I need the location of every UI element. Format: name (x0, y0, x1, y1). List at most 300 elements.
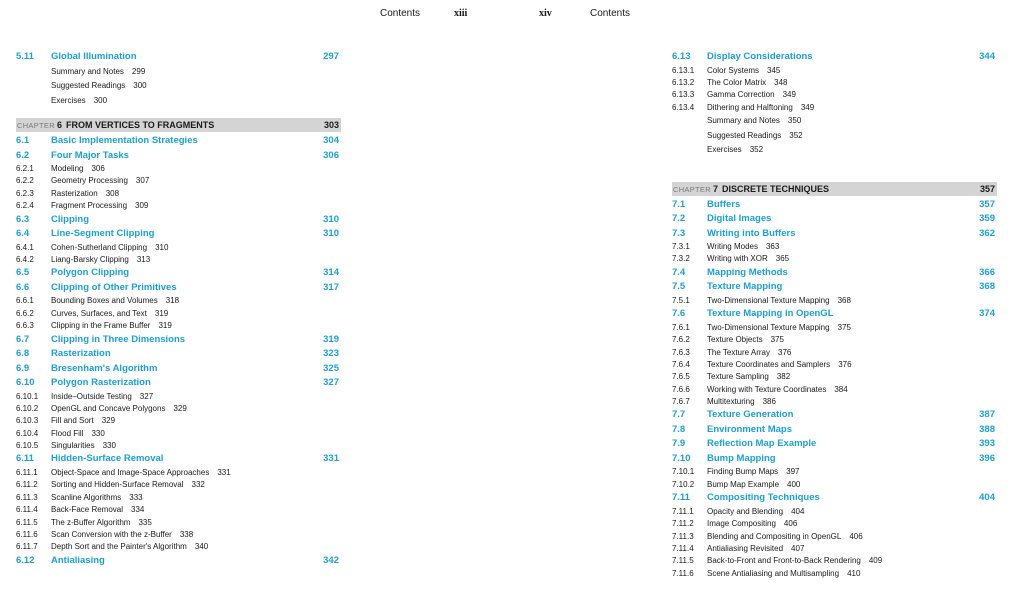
toc-section-entry[interactable] (672, 212, 997, 227)
subsection-title: Scanline Algorithms (51, 492, 122, 502)
subsection-number: 6.11.6 (16, 529, 38, 539)
section-page-number: 306 (323, 149, 339, 161)
backmatter-title: Exercises (51, 95, 86, 105)
backmatter-page-number: 299 (131, 66, 146, 76)
subsection-text (707, 65, 780, 77)
backmatter-title: Summary and Notes (51, 66, 124, 76)
subsection-text (707, 479, 800, 491)
subsection-title: Bump Map Example (707, 479, 780, 489)
section-page-number: 344 (979, 51, 995, 62)
section-title: Polygon Rasterization (51, 377, 151, 389)
subsection-title: Modeling (51, 164, 84, 173)
section-page-number: 359 (979, 213, 995, 225)
toc-subsection-entry[interactable] (16, 242, 341, 254)
section-number: 7.11 (672, 492, 690, 504)
subsection-page-number: 338 (179, 529, 194, 539)
subsection-number: 6.11.5 (16, 517, 38, 527)
subsection-title: Bounding Boxes and Volumes (51, 296, 158, 306)
section-number: 6.2 (16, 149, 30, 161)
subsection-number: 7.6.2 (672, 335, 690, 345)
section-number: 6.3 (16, 213, 30, 225)
subsection-title: Texture Objects (707, 335, 763, 345)
toc-subsection-entry[interactable] (16, 254, 341, 266)
toc-subsection-entry[interactable] (16, 391, 341, 403)
subsection-text (51, 320, 172, 332)
toc-subsection-entry[interactable] (16, 440, 341, 452)
section-number: 7.9 (672, 438, 686, 450)
toc-section-entry[interactable] (16, 452, 341, 467)
toc-backmatter-entry[interactable] (672, 129, 997, 144)
backmatter-text (51, 65, 145, 80)
toc-subsection-entry[interactable] (672, 65, 997, 77)
subsection-number: 7.10.1 (672, 467, 695, 477)
subsection-title: Working with Texture Coordinates (707, 384, 827, 394)
subsection-page-number: 376 (838, 359, 852, 369)
subsection-title: Sorting and Hidden-Surface Removal (51, 480, 184, 490)
toc-subsection-entry[interactable] (16, 188, 341, 200)
section-page-number: 327 (323, 377, 339, 389)
subsection-title: Opacity and Blending (707, 506, 784, 516)
subsection-text (51, 308, 168, 320)
subsection-text (707, 322, 851, 334)
section-title: Polygon Clipping (51, 267, 130, 279)
subsection-number: 7.11.3 (672, 531, 694, 541)
subsection-page-number: 329 (173, 403, 187, 413)
toc-section-entry[interactable] (16, 554, 341, 569)
subsection-title: Back-to-Front and Front-to-Back Rendering (707, 556, 861, 566)
toc-section-entry[interactable] (672, 227, 997, 242)
toc-section-entry[interactable] (16, 50, 341, 65)
subsection-title: Depth Sort and the Painter's Algorithm (51, 542, 187, 552)
subsection-page-number: 331 (217, 467, 231, 477)
subsection-text (51, 175, 149, 187)
subsection-text (51, 254, 150, 266)
section-number: 6.5 (16, 267, 30, 279)
subsection-page-number: 330 (102, 441, 116, 451)
section-page-number: 357 (979, 198, 995, 210)
section-page-number: 404 (979, 492, 995, 504)
subsection-number: 6.10.4 (16, 428, 39, 438)
subsection-text (51, 163, 105, 175)
subsection-text (707, 371, 790, 383)
subsection-page-number: 313 (136, 254, 151, 264)
section-page-number: 374 (979, 308, 995, 320)
toc-subsection-entry[interactable] (672, 555, 997, 567)
toc-section-entry[interactable] (672, 423, 997, 438)
toc-subsection-entry[interactable] (16, 308, 341, 320)
subsection-number: 7.10.2 (672, 479, 695, 489)
subsection-title: The Color Matrix (707, 77, 767, 87)
subsection-text (707, 102, 814, 114)
section-title: Basic Implementation Strategies (51, 135, 198, 146)
toc-subsection-entry[interactable] (16, 529, 341, 541)
subsection-number: 6.10.2 (16, 403, 39, 413)
subsection-title: Flood Fill (51, 428, 84, 438)
toc-subsection-entry[interactable] (672, 347, 997, 359)
header-left-title: Contents (380, 8, 421, 19)
toc-subsection-entry[interactable] (16, 541, 341, 553)
subsection-page-number: 319 (154, 308, 169, 318)
subsection-title: Two-Dimensional Texture Mapping (707, 322, 830, 332)
toc-section-entry[interactable] (672, 266, 997, 281)
toc-subsection-entry[interactable] (16, 428, 341, 440)
toc-subsection-entry[interactable] (16, 467, 341, 479)
chapter-label: CHAPTER (17, 121, 55, 130)
section-page-number: 310 (323, 228, 339, 240)
section-title: Bresenham's Algorithm (51, 362, 158, 374)
toc-subsection-entry[interactable] (16, 295, 341, 307)
subsection-text (51, 391, 153, 403)
subsection-title: Singularities (51, 441, 95, 451)
subsection-page-number: 349 (782, 90, 796, 100)
section-number: 7.1 (672, 198, 686, 210)
subsection-number: 6.13.1 (672, 65, 695, 75)
section-title: Four Major Tasks (51, 149, 129, 161)
toc-backmatter-entry[interactable] (672, 114, 997, 129)
subsection-title: Cohen-Sutherland Clipping (51, 242, 148, 252)
subsection-title: Back-Face Removal (51, 505, 124, 515)
subsection-text (51, 467, 231, 479)
subsection-number: 6.2.3 (16, 188, 34, 198)
subsection-page-number: 333 (129, 492, 143, 502)
section-page-number: 342 (323, 554, 339, 566)
subsection-number: 7.6.3 (672, 347, 690, 357)
subsection-number: 6.6.1 (16, 296, 34, 306)
section-page-number: 366 (979, 266, 995, 278)
toc-subsection-entry[interactable] (672, 518, 997, 530)
toc-subsection-entry[interactable] (672, 359, 997, 371)
subsection-number: 7.6.6 (672, 384, 690, 394)
subsection-title: Curves, Surfaces, and Text (51, 308, 147, 318)
subsection-page-number: 404 (791, 506, 805, 516)
subsection-page-number: 306 (91, 164, 105, 173)
section-title: Antialiasing (51, 554, 105, 566)
section-title: Hidden-Surface Removal (51, 453, 164, 465)
subsection-text (51, 517, 152, 529)
section-title: Texture Mapping in OpenGL (707, 308, 834, 320)
backmatter-text (51, 79, 147, 94)
subsection-number: 7.6.5 (672, 372, 690, 382)
backmatter-text (707, 114, 801, 129)
subsection-number: 6.4.2 (16, 254, 34, 264)
section-page-number: 396 (979, 452, 995, 464)
section-number: 6.1 (16, 135, 30, 146)
subsection-page-number: 329 (101, 416, 116, 426)
section-number: 6.12 (16, 554, 35, 566)
section-title: Writing into Buffers (707, 227, 796, 239)
section-number: 6.13 (672, 51, 691, 62)
chapter-number: 7 (712, 183, 718, 194)
subsection-text (707, 334, 784, 346)
subsection-text (707, 396, 776, 408)
subsection-page-number: 363 (765, 242, 780, 252)
toc-subsection-entry[interactable] (16, 403, 341, 415)
subsection-number: 7.6.4 (672, 359, 690, 369)
backmatter-page-number: 352 (789, 130, 803, 140)
subsection-title: Image Compositing (707, 519, 776, 529)
subsection-title: Texture Coordinates and Samplers (707, 359, 831, 369)
subsection-text (707, 555, 882, 567)
subsection-title: Scan Conversion with the z-Buffer (51, 529, 172, 539)
subsection-page-number: 365 (775, 254, 790, 264)
subsection-text (707, 295, 851, 307)
subsection-text (707, 384, 848, 396)
toc-subsection-entry[interactable] (672, 384, 997, 396)
toc-backmatter-entry[interactable] (16, 94, 341, 109)
section-page-number: 331 (323, 453, 339, 465)
toc-subsection-entry[interactable] (16, 320, 341, 332)
subsection-text (707, 466, 800, 478)
subsection-number: 6.2.1 (16, 164, 34, 173)
subsection-number: 7.5.1 (672, 295, 690, 305)
toc-subsection-entry[interactable] (672, 334, 997, 346)
subsection-number: 6.10.5 (16, 441, 39, 451)
subsection-title: OpenGL and Concave Polygons (51, 403, 166, 413)
toc-subsection-entry[interactable] (672, 479, 997, 491)
subsection-number: 6.10.1 (16, 391, 39, 401)
toc-section-entry[interactable] (672, 198, 997, 213)
toc-backmatter-entry[interactable] (672, 143, 997, 158)
toc-section-entry[interactable] (16, 227, 341, 242)
subsection-title: Rasterization (51, 188, 98, 198)
subsection-page-number: 382 (776, 372, 791, 382)
subsection-page-number: 406 (849, 531, 863, 541)
toc-section-entry[interactable] (16, 266, 341, 281)
section-page-number: 387 (979, 409, 995, 421)
subsection-title: Object-Space and Image-Space Approaches (51, 467, 210, 477)
subsection-page-number: 307 (135, 176, 150, 186)
subsection-title: Multitexturing (707, 397, 755, 407)
section-number: 5.11 (16, 51, 34, 62)
toc-section-entry[interactable] (16, 333, 341, 348)
toc-backmatter-entry[interactable] (16, 65, 341, 80)
subsection-text (51, 428, 105, 440)
subsection-number: 6.13.2 (672, 77, 695, 87)
section-number: 6.8 (16, 348, 30, 360)
subsection-number: 6.13.4 (672, 102, 695, 112)
subsection-number: 6.11.3 (16, 492, 38, 502)
section-number: 6.9 (16, 362, 30, 374)
subsection-text (51, 504, 144, 516)
subsection-number: 7.11.2 (672, 519, 694, 529)
subsection-title: Blending and Compositing in OpenGL (707, 531, 842, 541)
toc-subsection-entry[interactable] (672, 568, 997, 580)
subsection-page-number: 330 (91, 428, 105, 438)
subsection-text (51, 188, 119, 200)
subsection-page-number: 334 (131, 505, 145, 515)
toc-section-entry[interactable] (16, 134, 341, 149)
subsection-title: Finding Bump Maps (707, 467, 779, 477)
section-number: 7.4 (672, 266, 686, 278)
toc-subsection-entry[interactable] (672, 543, 997, 555)
subsection-number: 6.10.3 (16, 416, 39, 426)
section-title: Reflection Map Example (707, 438, 817, 450)
subsection-page-number: 384 (834, 384, 848, 394)
subsection-text (707, 241, 779, 253)
spacer (672, 158, 997, 172)
toc-section-entry[interactable] (672, 307, 997, 322)
toc-subsection-entry[interactable] (672, 77, 997, 89)
spacer (16, 108, 341, 114)
toc-section-entry[interactable] (16, 362, 341, 377)
subsection-page-number: 410 (847, 568, 861, 578)
chapter-title: DISCRETE TECHNIQUES (721, 183, 829, 194)
toc-subsection-entry[interactable] (672, 396, 997, 408)
section-title: Environment Maps (707, 423, 792, 435)
toc-subsection-entry[interactable] (672, 241, 997, 253)
section-number: 7.3 (672, 227, 686, 239)
header-right-page-number: xiv (539, 8, 552, 19)
subsection-text (707, 518, 797, 530)
subsection-page-number: 407 (791, 543, 805, 553)
subsection-title: Gamma Correction (707, 90, 775, 100)
subsection-title: Color Systems (707, 65, 760, 75)
subsection-title: Scene Antialiasing and Multisampling (707, 568, 840, 578)
subsection-number: 7.3.1 (672, 242, 690, 252)
spacer (672, 172, 997, 178)
subsection-page-number: 397 (786, 467, 800, 477)
section-number: 6.6 (16, 281, 30, 293)
section-number: 7.10 (672, 452, 691, 464)
backmatter-title: Suggested Readings (51, 81, 126, 90)
toc-subsection-entry[interactable] (16, 517, 341, 529)
subsection-page-number: 332 (191, 480, 205, 490)
toc-section-entry[interactable] (16, 376, 341, 391)
toc-section-entry[interactable] (672, 491, 997, 506)
toc-section-entry[interactable] (16, 281, 341, 296)
subsection-text (707, 543, 804, 555)
subsection-number: 7.11.5 (672, 556, 694, 566)
section-page-number: 314 (323, 267, 339, 279)
section-number: 7.7 (672, 409, 686, 421)
toc-subsection-entry[interactable] (672, 253, 997, 265)
subsection-text (707, 253, 789, 265)
toc-subsection-entry[interactable] (16, 492, 341, 504)
section-title: Rasterization (51, 348, 111, 360)
toc-section-entry[interactable] (672, 452, 997, 467)
header-left-page-number: xiii (454, 8, 468, 19)
subsection-page-number: 308 (105, 188, 120, 198)
section-title: Bump Mapping (707, 452, 776, 464)
subsection-text (51, 242, 168, 254)
section-page-number: 317 (323, 281, 339, 293)
subsection-title: Writing Modes (707, 242, 758, 252)
subsection-number: 6.2.4 (16, 201, 34, 211)
subsection-page-number: 400 (787, 479, 801, 489)
section-number: 7.5 (672, 281, 686, 293)
subsection-number: 7.6.1 (672, 322, 690, 332)
subsection-page-number: 319 (158, 321, 172, 331)
toc-section-entry[interactable] (672, 280, 997, 295)
section-page-number: 393 (979, 438, 995, 450)
section-page-number: 319 (323, 333, 339, 345)
toc-section-entry[interactable] (672, 50, 997, 65)
toc-subsection-entry[interactable] (16, 415, 341, 427)
subsection-number: 6.11.2 (16, 480, 38, 490)
toc-subsection-entry[interactable] (672, 371, 997, 383)
section-number: 7.2 (672, 213, 686, 225)
toc-subsection-entry[interactable] (16, 175, 341, 187)
toc-subsection-entry[interactable] (672, 295, 997, 307)
subsection-number: 6.13.3 (672, 90, 695, 100)
toc-subsection-entry[interactable] (672, 89, 997, 101)
subsection-page-number: 327 (139, 391, 154, 401)
toc-section-entry[interactable] (16, 347, 341, 362)
toc-section-entry[interactable] (16, 149, 341, 164)
toc-subsection-entry[interactable] (672, 322, 997, 334)
subsection-text (51, 440, 116, 452)
subsection-text (707, 568, 860, 580)
toc-subsection-entry[interactable] (672, 531, 997, 543)
section-number: 6.7 (16, 333, 30, 345)
subsection-page-number: 375 (837, 322, 851, 332)
subsection-number: 7.3.2 (672, 254, 690, 264)
chapter-heading-bar (672, 182, 997, 196)
subsection-page-number: 340 (194, 542, 209, 552)
chapter-number: 6 (56, 120, 62, 130)
subsection-page-number: 335 (138, 517, 152, 527)
toc-section-entry[interactable] (16, 213, 341, 228)
toc-subsection-entry[interactable] (672, 102, 997, 114)
backmatter-text (707, 143, 763, 158)
backmatter-title: Suggested Readings (707, 130, 782, 140)
toc-subsection-entry[interactable] (16, 479, 341, 491)
section-title: Texture Generation (707, 409, 794, 421)
section-title: Line-Segment Clipping (51, 228, 155, 240)
backmatter-page-number: 300 (93, 95, 108, 105)
subsection-page-number: 376 (778, 347, 792, 357)
toc-section-entry[interactable] (672, 437, 997, 452)
subsection-text (51, 200, 148, 212)
subsection-title: Texture Sampling (707, 372, 769, 382)
subsection-number: 6.6.2 (16, 308, 34, 318)
toc-subsection-entry[interactable] (16, 200, 341, 212)
chapter-heading-bar (16, 118, 341, 132)
subsection-number: 7.6.7 (672, 397, 690, 407)
toc-subsection-entry[interactable] (672, 466, 997, 478)
toc-subsection-entry[interactable] (672, 506, 997, 518)
chapter-label: CHAPTER (673, 184, 711, 194)
subsection-title: Fragment Processing (51, 201, 128, 211)
toc-subsection-entry[interactable] (16, 504, 341, 516)
section-title: Global Illumination (51, 51, 137, 62)
subsection-text (51, 295, 179, 307)
subsection-number: 7.11.1 (672, 506, 694, 516)
section-page-number: 362 (979, 227, 995, 239)
subsection-title: Two-Dimensional Texture Mapping (707, 295, 830, 305)
backmatter-page-number: 352 (749, 145, 764, 155)
toc-subsection-entry[interactable] (16, 163, 341, 175)
toc-backmatter-entry[interactable] (16, 79, 341, 94)
subsection-text (51, 492, 143, 504)
section-title: Mapping Methods (707, 266, 788, 278)
backmatter-title: Summary and Notes (707, 116, 780, 126)
header-right-title: Contents (590, 8, 631, 19)
subsection-title: Inside–Outside Testing (51, 391, 132, 401)
section-title: Buffers (707, 198, 741, 210)
subsection-number: 6.11.4 (16, 505, 38, 515)
subsection-title: Liang-Barsky Clipping (51, 254, 129, 264)
subsection-title: Writing with XOR (707, 254, 768, 264)
subsection-number: 6.11.7 (16, 542, 38, 552)
section-page-number: 325 (323, 362, 339, 374)
toc-section-entry[interactable] (672, 408, 997, 423)
subsection-title: Clipping in the Frame Buffer (51, 321, 151, 331)
section-number: 6.11 (16, 453, 34, 465)
section-page-number: 304 (323, 135, 339, 146)
subsection-number: 7.11.4 (672, 543, 694, 553)
subsection-text (51, 529, 193, 541)
